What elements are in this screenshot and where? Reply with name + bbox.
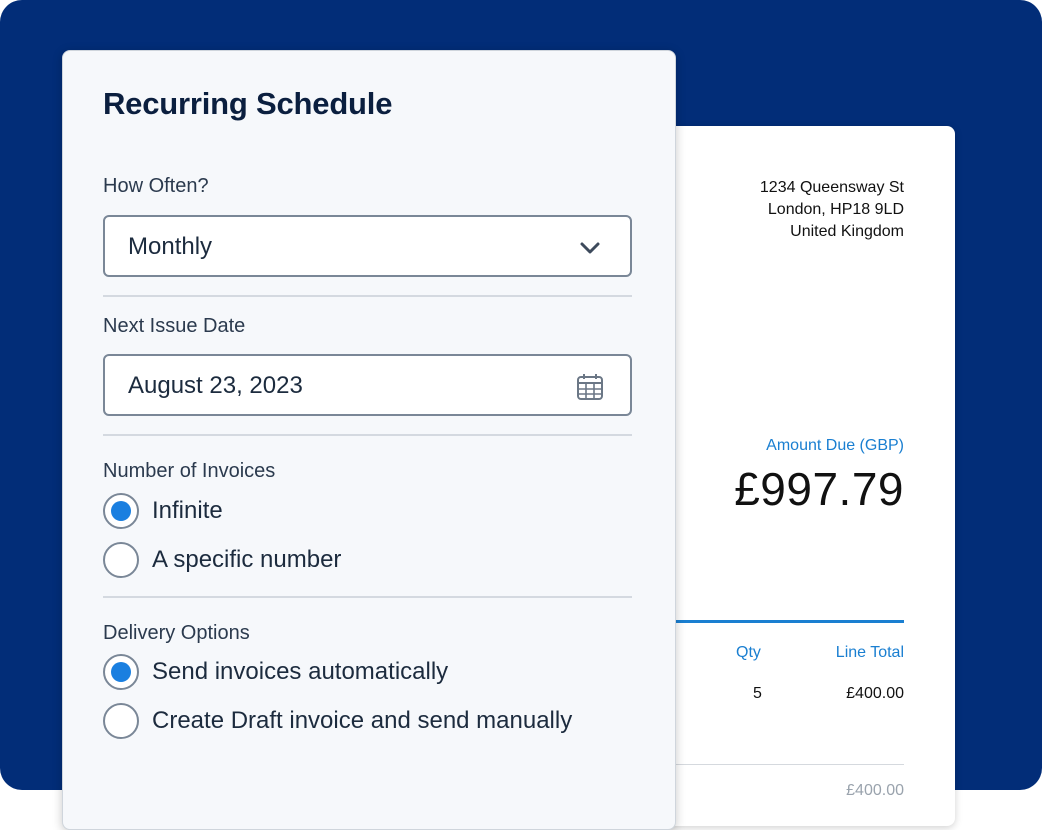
amount-due-label: Amount Due (GBP) <box>766 437 904 454</box>
section-divider <box>103 295 632 297</box>
how-often-label: How Often? <box>103 175 209 197</box>
radio-option-send-automatically[interactable] <box>103 653 448 691</box>
radio-label-specific-number: A specific number <box>152 546 342 573</box>
amount-due-value: £997.79 <box>734 463 904 515</box>
column-header-line-total: Line Total <box>835 644 904 661</box>
next-issue-date-input[interactable] <box>103 354 632 416</box>
row-line-total: £400.00 <box>846 685 904 702</box>
delivery-options-label: Delivery Options <box>103 622 250 644</box>
radio-button-infinite[interactable] <box>103 493 139 529</box>
radio-label-infinite: Infinite <box>152 497 223 524</box>
section-divider <box>103 596 632 598</box>
radio-option-draft-send-manually[interactable] <box>103 702 572 740</box>
radio-option-specific-number[interactable] <box>103 541 341 579</box>
calendar-icon[interactable] <box>576 373 604 401</box>
address-line-2: London, HP18 9LD <box>767 201 904 218</box>
recurring-schedule-panel <box>62 50 676 830</box>
radio-label-draft-send-manually: Create Draft invoice and send manually <box>152 707 573 734</box>
column-header-qty: Qty <box>736 644 761 661</box>
section-divider <box>103 434 632 436</box>
address-line-3: United Kingdom <box>790 223 904 240</box>
radio-option-infinite[interactable] <box>103 492 223 530</box>
radio-button-send-automatically[interactable] <box>103 654 139 690</box>
number-of-invoices-label: Number of Invoices <box>103 460 276 482</box>
radio-label-send-automatically: Send invoices automatically <box>152 658 449 685</box>
radio-button-draft-send-manually[interactable] <box>103 703 139 739</box>
chevron-down-icon <box>576 234 604 262</box>
next-issue-date-value: August 23, 2023 <box>128 372 303 399</box>
faded-total: £400.00 <box>846 782 904 799</box>
panel-title: Recurring Schedule <box>103 86 393 121</box>
next-issue-date-label: Next Issue Date <box>103 315 246 337</box>
row-qty: 5 <box>753 685 762 702</box>
radio-button-specific-number[interactable] <box>103 542 139 578</box>
invoice-address <box>760 177 904 243</box>
address-line-1: 1234 Queensway St <box>759 179 904 196</box>
frequency-value: Monthly <box>128 233 213 260</box>
frequency-select[interactable] <box>103 215 632 277</box>
